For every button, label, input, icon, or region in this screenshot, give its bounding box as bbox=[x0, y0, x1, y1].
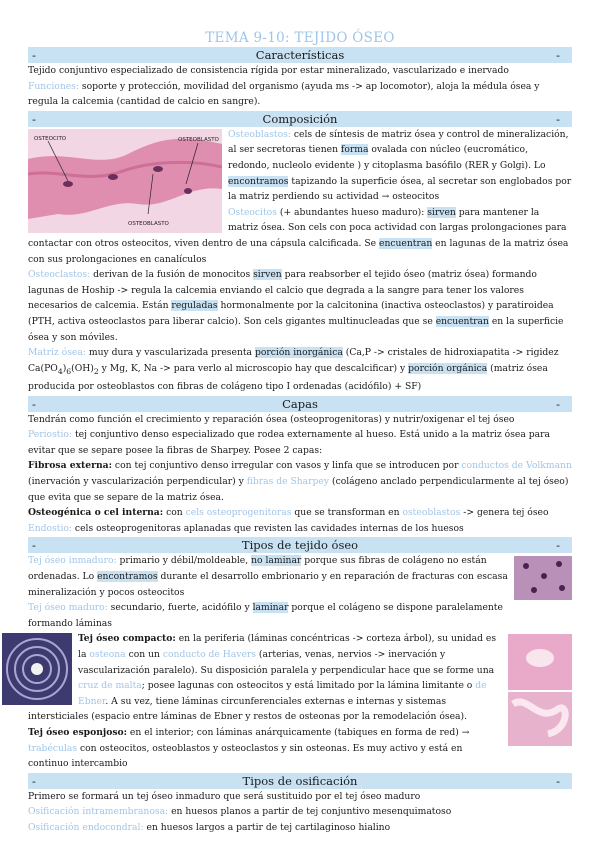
bone-histology-image bbox=[28, 129, 222, 233]
paragraph-osteoblastos: Osteoblastos: cels de síntesis de matriz ósea y control de mineralización, al ser secretoras tienen forma ovalada con núcleo (eucromático, redondo, nucleolo evidente ) y citoplasma basófilo (RER y Golgi). Lo encontramos tapizando la superficie ósea, al secretar son englobados por la matriz perdiendo su actividad → osteocitos bbox=[228, 128, 572, 203]
page-title: TEMA 9-10: TEJIDO ÓSEO bbox=[205, 30, 395, 46]
image-label: OSTEOBLASTO bbox=[178, 136, 219, 143]
paragraph-osteoclastos: Osteoclastos: derivan de la fusión de monocitos sirven para reabsorber el tejido óseo (matriz ósea) formando lagunas de Hoship -> regula la calcemia enviando el calcio que degrada a la sangre para tener los valores necesarios de calcemia. Están reguladas hormonalmente por la calcitonina (inactiva osteoclastos) y paratiroidea (PTH, activa osteoclastos para liberar calcio). Son cels gigantes multinucleadas que se encuentran en la superficie ósea y son móviles. bbox=[28, 269, 564, 343]
paragraph-endostio: Endostio: cels osteoprogenitoras aplanadas que revisten las cavidades internas de los huesos bbox=[28, 522, 464, 534]
section-heading-composicion: - Composición - bbox=[28, 111, 572, 127]
paragraph-inmaduro: Tej óseo inmaduro: primario y débil/moldeable, no laminar porque sus fibras de colágeno no están ordenadas. Lo encontramos durante el desarrollo embrionario y en reparación de fracturas con escasa mineralización y pocos osteocitos bbox=[28, 555, 508, 598]
paragraph: Funciones: soporte y protección, movilidad del organismo (ayuda ms -> ap locomotor), aloja la médula ósea y regula la calcemia (cantidad de calcio en sangre). bbox=[28, 80, 540, 108]
compact-bone-image bbox=[508, 634, 572, 746]
paragraph-intramembranosa: Osificación intramembranosa: en huesos planos a partir de tej conjuntivo mesenquimatoso bbox=[28, 806, 452, 818]
osteon-image bbox=[2, 633, 72, 705]
paragraph-fibrosa: Fibrosa externa: con tej conjuntivo denso irregular con vasos y linfa que se introducen por conductos de Volkmann (inervación y vascularización perpendicular) y fibras de Sharpey (colágeno anclado perpendicularmente al tej óseo) que evita que se separe de la matriz ósea. bbox=[28, 460, 572, 503]
section-heading-capas: - Capas - bbox=[28, 396, 572, 412]
paragraph-maduro: Tej óseo maduro: secundario, fuerte, acidófilo y laminar porque el colágeno se dispone paralelamente formando láminas bbox=[28, 602, 503, 629]
section-heading-osificacion: - Tipos de osificación - bbox=[28, 773, 572, 789]
image-label: OSTEOBLASTO bbox=[128, 220, 169, 227]
paragraph-esponjoso: Tej óseo esponjoso: en el interior; con láminas anárquicamente (tabiques en forma de red) → trabéculas con osteocitos, osteoblastos y osteoclastos y sin osteonas. Es muy activo y está en continuo intercambio bbox=[28, 726, 470, 770]
image-label: OSTEOCITO bbox=[34, 135, 67, 142]
paragraph: Primero se formará un tej óseo inmaduro que será sustituido por el tej óseo maduro bbox=[28, 790, 421, 802]
paragraph-osteocitos: Osteocitos (+ abundantes hueso maduro): sirven para mantener la matriz ósea. Son cels con poca actividad con largas prolongaciones para contactar con otros osteocitos, viven dentro de una cápsula calcificada. Se encuentran en lagunas de la matriz ósea con sus prolongaciones en canalículos bbox=[28, 206, 569, 265]
paragraph-compacto: Tej óseo compacto: en la periferia (láminas concéntricas -> corteza árbol), su unidad es la osteona con un conducto de Havers (arterias, venas, nervios -> inervación y vascularización paralelo). Su disposición paralela y perpendicular hace que se forme una cruz de malta; posee lagunas con osteocitos y está limitado por la lámina limitante o de Ebner. A su vez, tiene láminas circunferenciales externas e internas y sistemas intersticiales (espacio entre láminas de Ebner y restos de osteonas por la remodelación ósea). bbox=[28, 633, 497, 723]
paragraph-endocondral: Osificación endocondral: en huesos largos a partir de tej cartilaginoso hialino bbox=[28, 821, 391, 833]
paragraph-matriz: Matriz ósea: muy dura y vascularizada presenta porción inorgánica (Ca,P -> cristales de hidroxiapatita -> rigidez $Ca(PO_4)_6(OH)_2$ y Mg, K, Na -> para verlo al microscopio hay que descalcificar) y porción orgánica (matriz ósea producida por osteoblastos con fibras de colágeno tipo I ordenadas (acidófilo) + SF) bbox=[28, 347, 559, 393]
section-heading-tipos: - Tipos de tejido óseo - bbox=[28, 537, 572, 553]
paragraph-periostio: Periostio: tej conjuntivo denso especializado que rodea externamente al hueso. Está unido a la matriz ósea para evitar que se separe posee la fibras de Sharpey. Posee 2 capas: bbox=[28, 429, 550, 456]
paragraph: Tejido conjuntivo especializado de consistencia rígida por estar mineralizado, vascularizado e inervado bbox=[28, 65, 509, 76]
compact-bone-illustration bbox=[508, 634, 572, 746]
paragraph: Tendrán como función el crecimiento y reparación ósea (osteoprogenitoras) y nutrir/oxigenar el tej óseo bbox=[28, 413, 515, 425]
immature-bone-image bbox=[514, 556, 572, 600]
paragraph-osteogenica: Osteogénica o cel interna: con cels osteoprogenitoras que se transforman en osteoblastos -> genera tej óseo bbox=[28, 507, 549, 519]
section-heading-caracteristicas: - Características - bbox=[28, 47, 572, 63]
immature-bone-illustration bbox=[514, 556, 572, 600]
osteon-illustration bbox=[2, 633, 72, 705]
